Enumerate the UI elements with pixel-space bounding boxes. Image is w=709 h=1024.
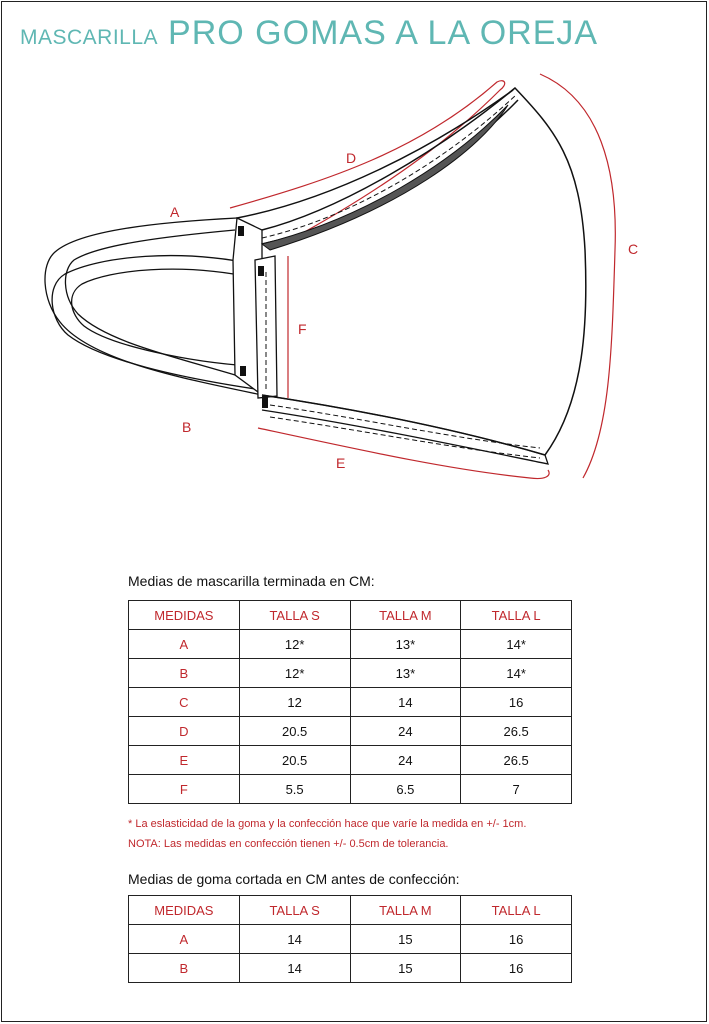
note-tolerance: NOTA: Las medidas en confección tienen +/- 0.5cm de tolerancia. bbox=[128, 838, 449, 850]
measure-line-d bbox=[230, 81, 505, 240]
header-cell: TALLA M bbox=[350, 601, 461, 630]
row-label: B bbox=[129, 954, 240, 983]
table-row bbox=[129, 925, 572, 954]
elastic-measurements-table bbox=[128, 895, 572, 983]
cell: 12 bbox=[239, 688, 350, 717]
cell: 15 bbox=[350, 954, 461, 983]
row-label: A bbox=[129, 630, 240, 659]
cell: 24 bbox=[350, 746, 461, 775]
bottom-band bbox=[262, 395, 548, 464]
table-row bbox=[129, 688, 572, 717]
cell: 13* bbox=[350, 659, 461, 688]
label-b: B bbox=[182, 419, 192, 435]
label-f: F bbox=[298, 321, 307, 337]
header-cell: TALLA S bbox=[239, 601, 350, 630]
row-label: E bbox=[129, 746, 240, 775]
cell: 15 bbox=[350, 925, 461, 954]
mask-diagram bbox=[0, 60, 709, 500]
header-cell: TALLA M bbox=[350, 896, 461, 925]
ear-loop bbox=[45, 218, 262, 395]
cell: 26.5 bbox=[461, 746, 572, 775]
cell: 14* bbox=[461, 659, 572, 688]
header-cell: TALLA L bbox=[461, 601, 572, 630]
cell: 16 bbox=[461, 954, 572, 983]
stitching bbox=[262, 94, 540, 458]
cell: 24 bbox=[350, 717, 461, 746]
table-row bbox=[129, 717, 572, 746]
cell: 14 bbox=[239, 954, 350, 983]
header-cell: TALLA S bbox=[239, 896, 350, 925]
cell: 16 bbox=[461, 925, 572, 954]
label-d: D bbox=[346, 150, 357, 166]
table-row bbox=[129, 659, 572, 688]
row-label: D bbox=[129, 717, 240, 746]
label-c: C bbox=[628, 241, 639, 257]
cell: 20.5 bbox=[239, 717, 350, 746]
table2-caption: Medias de goma cortada en CM antes de confección: bbox=[128, 871, 460, 887]
label-a: A bbox=[170, 204, 180, 220]
cell: 14* bbox=[461, 630, 572, 659]
cell: 5.5 bbox=[239, 775, 350, 804]
row-label: F bbox=[129, 775, 240, 804]
title-big: PRO GOMAS A LA OREJA bbox=[168, 14, 599, 52]
header-cell: MEDIDAS bbox=[129, 896, 240, 925]
title-small: MASCARILLA bbox=[20, 26, 159, 49]
measure-line-c bbox=[540, 74, 615, 478]
header-cell: TALLA L bbox=[461, 896, 572, 925]
row-label: C bbox=[129, 688, 240, 717]
table1-caption: Medias de mascarilla terminada en CM: bbox=[128, 573, 375, 589]
cell: 20.5 bbox=[239, 746, 350, 775]
page-title bbox=[20, 14, 598, 53]
table-row bbox=[129, 746, 572, 775]
cell: 13* bbox=[350, 630, 461, 659]
row-label: A bbox=[129, 925, 240, 954]
cell: 12* bbox=[239, 630, 350, 659]
cell: 12* bbox=[239, 659, 350, 688]
table-header-row bbox=[129, 896, 572, 925]
note-elasticity: * La eslasticidad de la goma y la confección hace que varíe la medida en +/- 1cm. bbox=[128, 818, 527, 830]
table-header-row bbox=[129, 601, 572, 630]
cell: 14 bbox=[350, 688, 461, 717]
cell: 26.5 bbox=[461, 717, 572, 746]
table-row bbox=[129, 630, 572, 659]
cell: 16 bbox=[461, 688, 572, 717]
table-row bbox=[129, 775, 572, 804]
cell: 14 bbox=[239, 925, 350, 954]
table-row bbox=[129, 954, 572, 983]
header-cell: MEDIDAS bbox=[129, 601, 240, 630]
row-label: B bbox=[129, 659, 240, 688]
measure-lines bbox=[230, 74, 615, 479]
finished-measurements-table bbox=[128, 600, 572, 804]
cell: 6.5 bbox=[350, 775, 461, 804]
label-e: E bbox=[336, 455, 346, 471]
cell: 7 bbox=[461, 775, 572, 804]
